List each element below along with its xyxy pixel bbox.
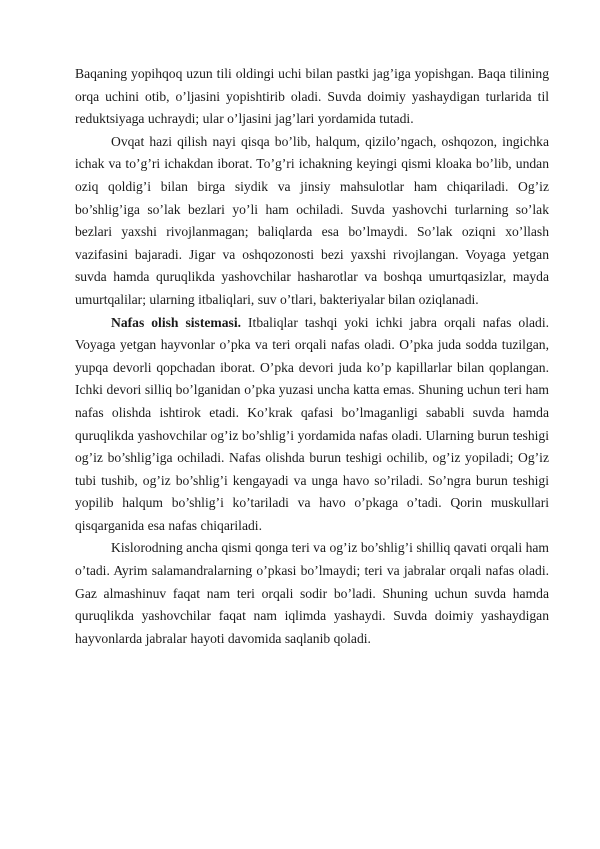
paragraph-digestive-system: Ovqat hazi qilish nayi qisqa bo’lib, halqum, qizilo’ngach, oshqozon, ingichka ichak va to’g’ri ichakdan iborat. To’g’ri ichakning keyingi qismi kloaka bo’lib, undan oziq qoldig’i bilan birga siydik va jinsiy mahsulotlar ham chiqariladi. Og’iz bo’shlig’iga so’lak bezlari yo’li ham ochiladi. Suvda yashovchi turlarning so’lak bezlari yaxshi rivojlanmagan; baliqlarda esa bo’lmaydi. So’lak oziqni xo’llash vazifasini bajaradi. Jigar va oshqozonosti bezi yaxshi rivojlangan. Voyaga yetgan suvda hamda quruqlikda yashovchilar hasharotlar va boshqa umurtqasizlar, mayda umurtqalilar; ularning itbaliqlari, suv o’tlari, bakteriyalar bilan oziqlanadi.	[75, 133, 549, 307]
paragraph-feeding-tongue: Baqaning yopihqoq uzun tili oldingi uchi bilan pastki jag’iga yopishgan. Baqa tilining orqa uchini otib, o’ljasini yopishtirib oladi. Suvda doimiy yashaydigan turlarida til reduktsiyaga uchraydi; ular o’ljasini jag’lari yordamida tutadi.	[75, 66, 549, 127]
paragraph-respiratory-text: Itbaliqlar tashqi yoki ichki jabra orqali nafas oladi. Voyaga yetgan hayvonlar o’pka va teri orqali nafas oladi. O’pka juda sodda tuzilgan, yupqa devorli qopchadan iborat. O’pka devori juda ko’p kapillarlar bilan qoplangan. Ichki devori silliq bo’lganidan o’pka yuzasi uncha katta emas. Shuning uchun teri ham nafas olishda ishtirok etadi. Ko’krak qafasi bo’lmaganligi sababli suvda hamda quruqlikda yashovchilar og’iz bo’shlig’i yordamida nafas oladi. Ularning burun teshigi og’iz bo’shlig’iga ochiladi. Nafas olishda burun teshigi ochilib, og’iz yopiladi; Og’iz tubi tushib, og’iz bo’shlig’i kengayadi va unga havo so’riladi. So’ngra burun teshigi yopilib halqum bo’shlig’i ko’tariladi va havo o’pkaga o’tadi. Qorin muskullari qisqarganida esa nafas chiqariladi.	[75, 314, 550, 533]
paragraph-gas-exchange: Kislorodning ancha qismi qonga teri va og’iz bo’shlig’i shilliq qavati orqali ham o’tadi. Ayrim salamandralarning o’pkasi bo’lmaydi; teri va jabralar orqali nafas oladi. Gaz almashinuv faqat nam teri orqali sodir bo’ladi. Shuning uchun suvda hamda quruqlikda yashovchilar faqat nam iqlimda yashaydi. Suvda doimiy yashaydigan hayvonlarda jabralar hayoti davomida saqlanib qoladi.	[75, 540, 549, 646]
section-heading-respiratory: Nafas olish sistemasi.	[111, 314, 241, 330]
paragraph-respiratory-system	[75, 312, 549, 538]
document-page	[75, 63, 549, 650]
